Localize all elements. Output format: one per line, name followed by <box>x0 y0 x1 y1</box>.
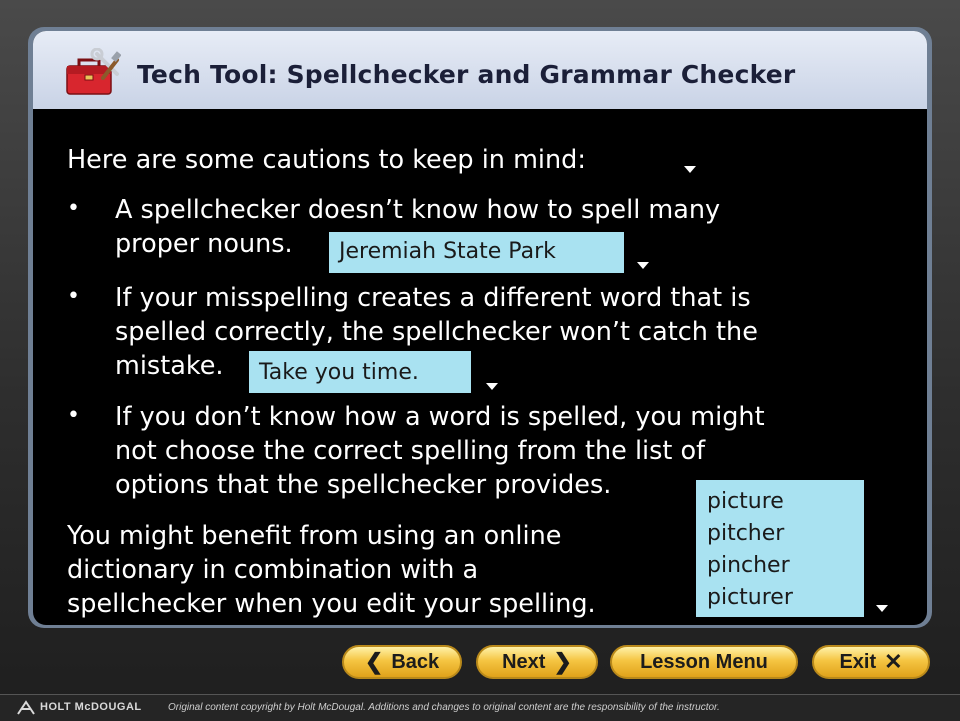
spelling-option: picture <box>707 489 784 514</box>
exit-button[interactable] <box>812 645 930 679</box>
spelling-option: pincher <box>707 553 790 578</box>
spelling-option: pitcher <box>707 521 785 546</box>
bullet2-line1: If your misspelling creates a different word that is <box>115 283 751 313</box>
spelling-option: picturer <box>707 585 793 610</box>
bullet1-line1: A spellchecker doesn’t know how to spell many <box>115 195 721 225</box>
closing-line2: dictionary in combination with a <box>67 555 479 585</box>
publisher-logo-icon <box>16 700 36 716</box>
closing-line1: You might benefit from using an online <box>67 521 562 551</box>
close-icon: ✕ <box>884 649 903 674</box>
next-button[interactable] <box>476 645 598 679</box>
page-title: Tech Tool: Spellchecker and Grammar Checker <box>137 60 796 89</box>
slide-header <box>33 31 927 109</box>
reveal-arrow-icon[interactable] <box>637 262 649 269</box>
footer <box>0 694 960 721</box>
bullet3-line2: not choose the correct spelling from the list of <box>115 436 706 466</box>
back-button[interactable] <box>342 645 462 679</box>
closing-line3: spellchecker when you edit your spelling. <box>67 589 596 619</box>
copyright-notice: Original content copyright by Holt McDougal. Additions and changes to original content are the responsibility of the instructor. <box>168 702 720 713</box>
bullet3-line1: If you don’t know how a word is spelled, you might <box>115 402 765 432</box>
chevron-right-icon: ❯ <box>553 649 572 674</box>
reveal-arrow-icon[interactable] <box>876 605 888 612</box>
bullet-icon: • <box>67 196 80 221</box>
back-label: Back <box>391 650 440 673</box>
next-label: Next <box>502 650 546 673</box>
exit-label: Exit <box>839 650 877 673</box>
intro-text: Here are some cautions to keep in mind: <box>67 145 586 175</box>
bullet3-line3: options that the spellchecker provides. <box>115 470 612 500</box>
callout-misspelling: Take you time. <box>249 351 471 393</box>
bullet2-line3: mistake. <box>115 351 224 381</box>
reveal-arrow-icon[interactable] <box>486 383 498 390</box>
bullet1-line2: proper nouns. <box>115 229 293 259</box>
lesson-menu-label: Lesson Menu <box>640 650 768 673</box>
bullet-icon: • <box>67 403 80 428</box>
publisher-name: HOLT McDOUGAL <box>40 701 142 713</box>
reveal-arrow-icon[interactable] <box>684 166 696 173</box>
slide <box>33 31 927 625</box>
bullet2-line2: spelled correctly, the spellchecker won’t catch the <box>115 317 758 347</box>
bullet-icon: • <box>67 284 80 309</box>
callout-proper-noun: Jeremiah State Park <box>329 232 624 273</box>
spelling-options-list <box>696 480 864 617</box>
chevron-left-icon: ❮ <box>364 649 384 674</box>
toolbox-icon <box>63 48 121 98</box>
lesson-menu-button[interactable] <box>610 645 798 679</box>
